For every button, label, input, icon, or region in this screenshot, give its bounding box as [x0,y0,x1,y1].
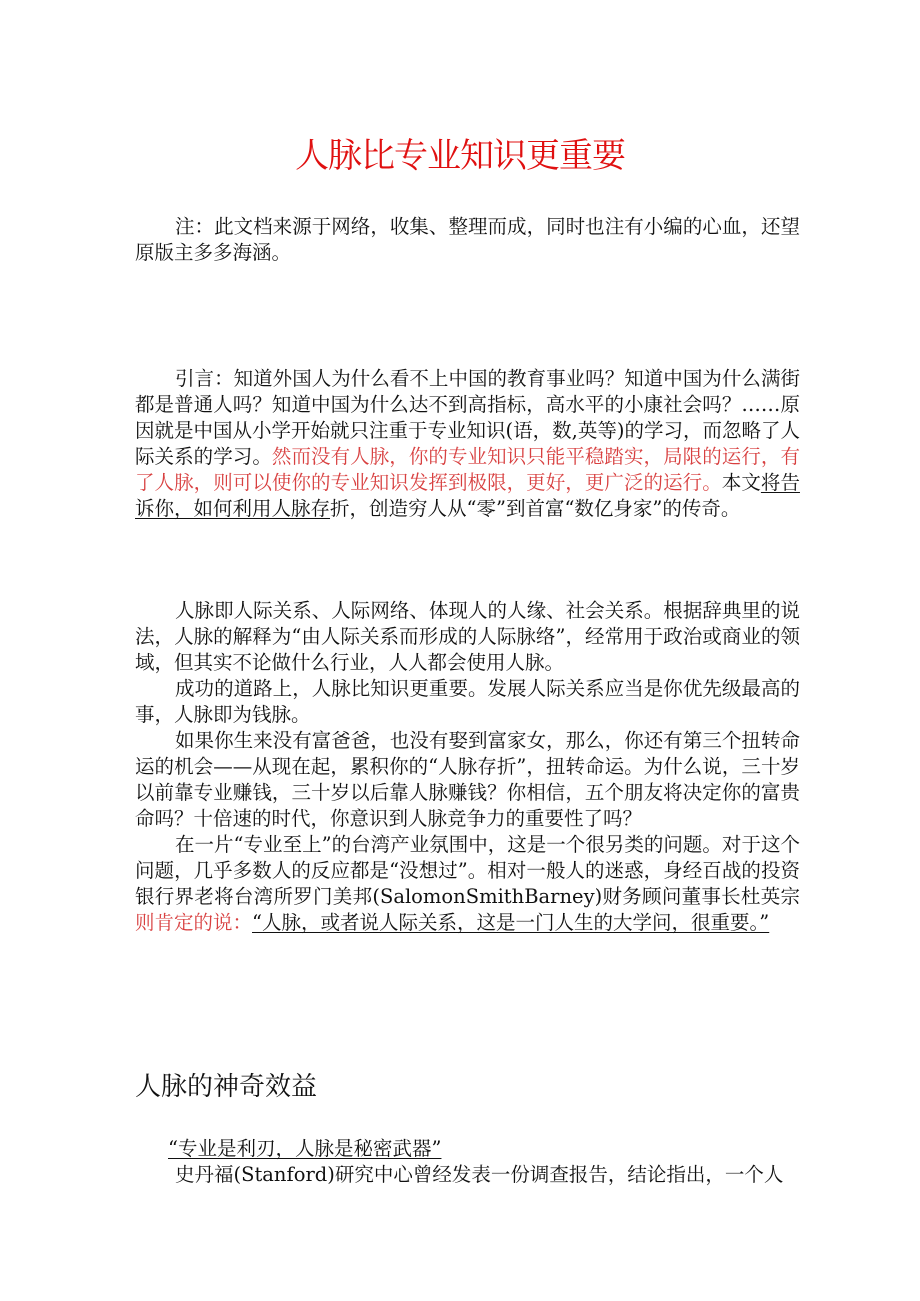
paragraph-3: 如果你生来没有富爸爸，也没有娶到富家女，那么，你还有第三个扭转命运的机会——从现在起，累积你的“人脉存折”，扭转命运。为什么说，三十岁以前靠专业赚钱，三十岁以后靠人脉赚钱？你相信，五个朋友将决定你的富贵命吗？十倍速的时代，你意识到人脉竞争力的重要性了吗？ [135,729,800,830]
paragraph-5: 史丹福(Stanford)研究中心曾经发表一份调查报告，结论指出，一个人 [175,1163,784,1186]
page-title: 人脉比专业知识更重要 [295,136,625,176]
section-heading: 人脉的神奇效益 [135,1072,318,1102]
paragraph-4 [135,832,800,936]
p4-red-text: 则肯定的说： [135,911,253,934]
p4-underlined-quote: “人脉，或者说人际关系，这是一门人生的大学问，很重要。” [252,911,770,934]
note-paragraph: 注：此文档来源于网络，收集、整理而成，同时也注有小编的心血，还望原版主多多海涵。 [135,215,800,264]
intro-text: 引言：知道外国人为什么看不上中国的教育事业吗？知道中国为什么满街都是普通人吗？知道中国为什么达不到高指标，高水平的小康社会吗？……原因就是中国从小学开始就只注重于专业知识(语，数,英等)的学习，而忽略了人际关系的学习。 [135,367,800,468]
intro-paragraph [135,366,800,522]
paragraph-1: 人脉即人际关系、人际网络、体现人的人缘、社会关系。根据辞典里的说法，人脉的解释为“由人际关系而形成的人际脉络”，经常用于政治或商业的领域，但其实不论做什么行业，人人都会使用人脉。 [135,599,800,674]
intro-underlined-text: 将告诉你，如何利用人脉存 [135,471,800,520]
intro-red-text: 然而没有人脉，你的专业知识只能平稳踏实，局限的运行，有了人脉，则可以使你的专业知识发挥到极限，更好，更广泛的运行。 [135,445,800,494]
p4-text: 在一片“专业至上”的台湾产业氛围中，这是一个很另类的问题。对于这个问题，几乎多数人的反应都是“没想过”。相对一般人的迷惑，身经百战的投资银行界老将台湾所罗门美邦(SalomonSmithBarney)财务顾问董事长杜英宗 [135,833,800,908]
intro-text-2: 本文 [721,471,761,494]
intro-text-3: 折，创造穷人从“零”到首富“数亿身家”的传奇。 [330,497,741,520]
paragraph-2: 成功的道路上，人脉比知识更重要。发展人际关系应当是你优先级最高的事，人脉即为钱脉。 [135,677,800,726]
section-quote: “专业是利刃，人脉是秘密武器” [168,1137,442,1160]
